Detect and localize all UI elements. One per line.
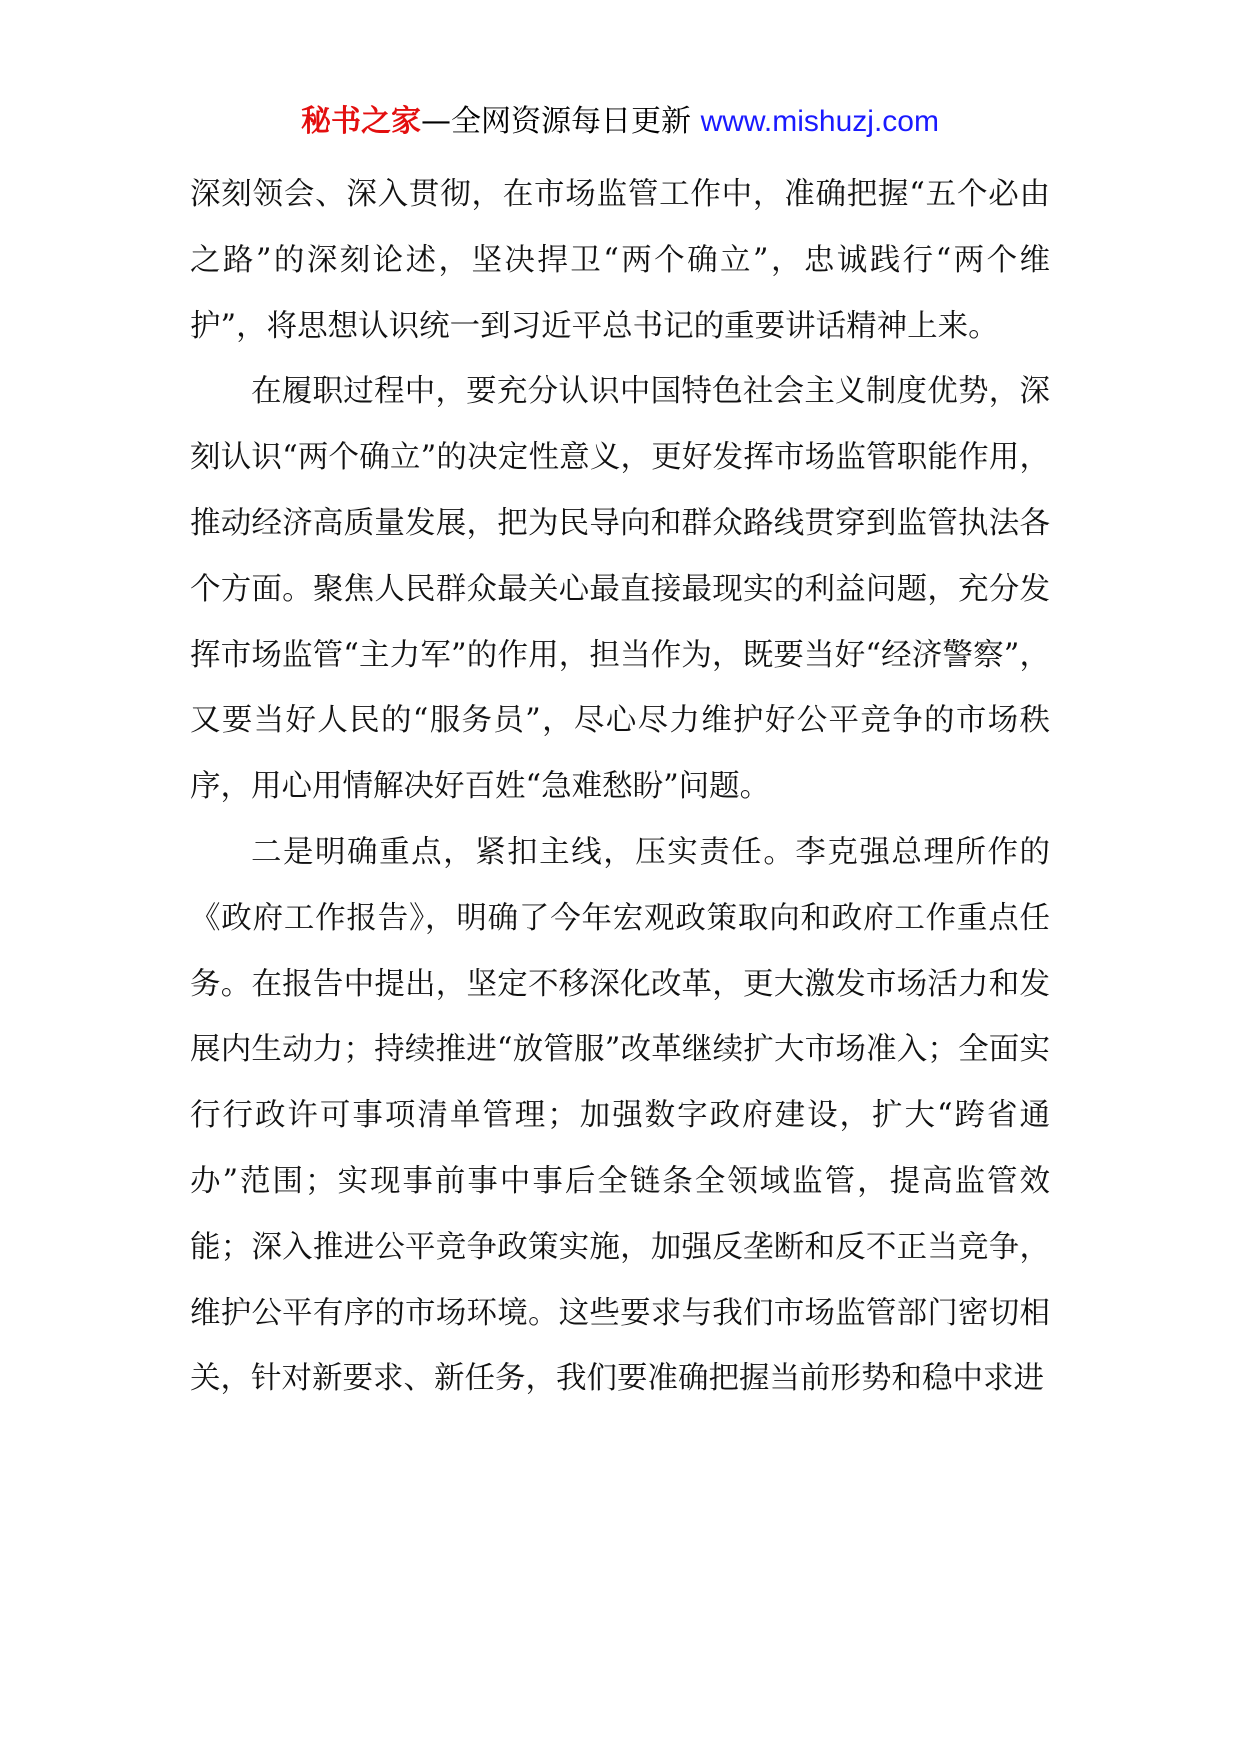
paragraph-duty-performance: 在履职过程中，要充分认识中国特色社会主义制度优势，深刻认识“两个确立”的决定性意义，更好发挥市场监管职能作用，推动经济高质量发展，把为民导向和群众路线贯穿到监管执法各个方面。聚焦人民群众最关心最直接最现实的利益问题，充分发挥市场监管“主力军”的作用，担当作为，既要当好“经济警察”，又要当好人民的“服务员”，尽心尽力维护好公平竞争的市场秩序，用心用情解决好百姓“急难愁盼”问题。 (190, 374, 1050, 805)
header-tagline: —全网资源每日更新 (421, 104, 692, 139)
paragraph-continued: 深刻领会、深入贯彻，在市场监管工作中，准确把握“五个必由之路”的深刻论述，坚决捍卫“两个确立”，忠诚践行“两个维护”，将思想认识统一到习近平总书记的重要讲话精神上来。 (190, 177, 1050, 344)
page-header (0, 100, 1240, 144)
paragraph-key-points: 二是明确重点，紧扣主线，压实责任。李克强总理所作的《政府工作报告》，明确了今年宏观政策取向和政府工作重点任务。在报告中提出，坚定不移深化改革，更大激发市场活力和发展内生动力；持续推进“放管服”改革继续扩大市场准入；全面实行行政许可事项清单管理；加强数字政府建设，扩大“跨省通办”范围；实现事前事中事后全链条全领域监管，提高监管效能；深入推进公平竞争政策实施，加强反垄断和反不正当竞争，维护公平有序的市场环境。这些要求与我们市场监管部门密切相关，针对新要求、新任务，我们要准确把握当前形势和稳中求进 (190, 834, 1050, 1397)
header-url-link[interactable]: www.mishuzj.com (700, 105, 939, 138)
header-brand: 秘书之家 (301, 104, 422, 139)
document-body (190, 162, 1050, 1412)
